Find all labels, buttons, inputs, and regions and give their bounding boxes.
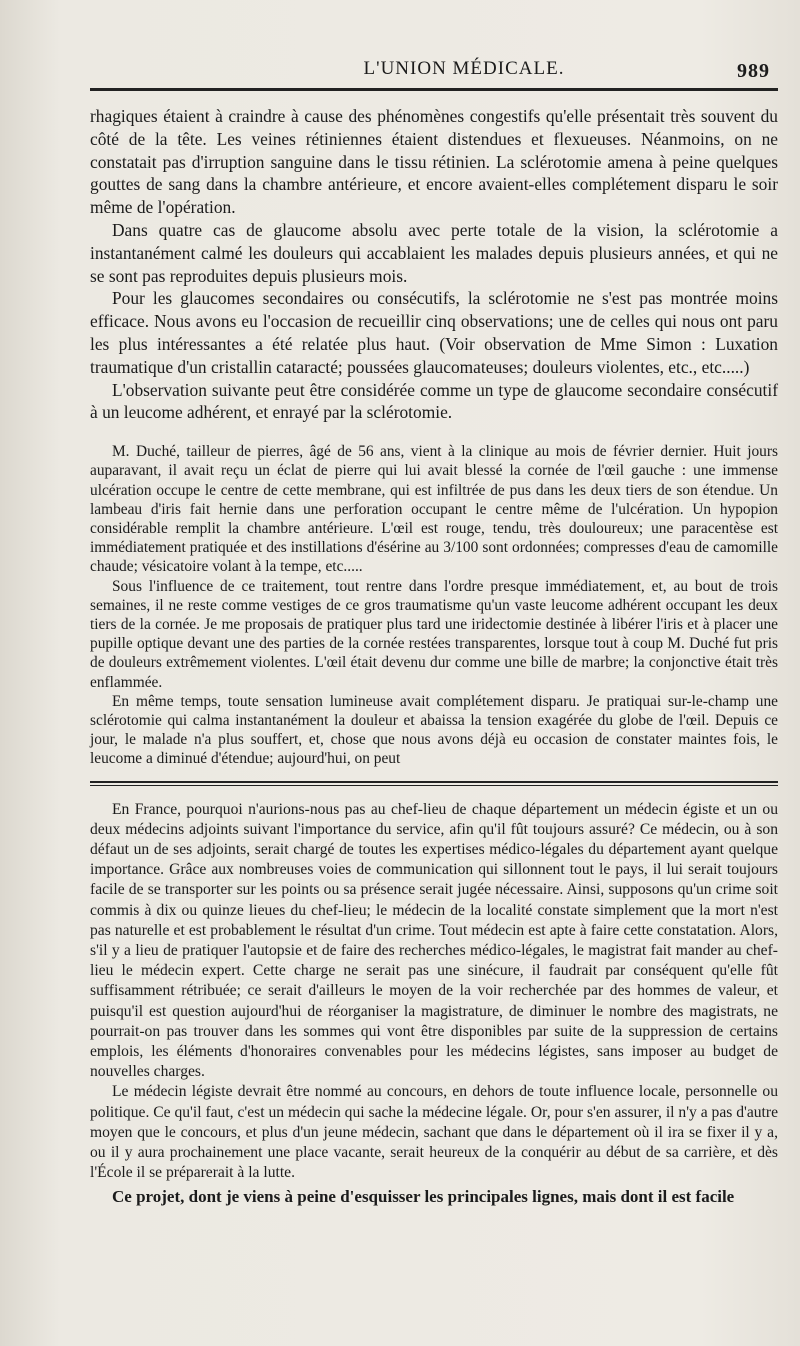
running-header	[90, 58, 778, 88]
paragraph: L'observation suivante peut être considérée comme un type de glaucome secondaire consécutif à un leucome adhérent, et enrayé par la sclérotomie.	[90, 379, 778, 423]
journal-title: L'UNION MÉDICALE.	[363, 58, 565, 79]
paragraph: rhagiques étaient à craindre à cause des phénomènes congestifs qu'elle présentait très souvent du côté de la tête. Les veines rétiniennes étaient distendues et flexueuses. Néanmoins, on ne constatait pas d'irruption sanguine dans le tissu rétinien. La sclérotomie amena à peine quelques gouttes de sang dans la chambre antérieure, et encore avaient-elles complétement disparu le soir même de l'opération.	[90, 106, 778, 218]
paragraph: Pour les glaucomes secondaires ou consécutifs, la sclérotomie ne s'est pas montrée moins efficace. Nous avons eu l'occasion de recueillir cinq observations; une de celles qui nous ont paru les plus intéressantes a été relatée plus haut. (Voir observation de Mme Simon : Luxation traumatique d'un cristallin cataracté; poussées glaucomateuses; douleurs violentes, etc., etc.....)	[90, 288, 778, 377]
main-text	[90, 105, 778, 424]
footer-paragraph: Ce projet, dont je viens à peine d'esquisser les principales lignes, mais dont il est facile	[112, 1187, 735, 1207]
footer-paragraph: En France, pourquoi n'aurions-nous pas au chef-lieu de chaque département un médecin égiste et un ou deux médecins adjoints suivant l'importance du service, afin qu'il fût toujours assuré? Ce médecin, ou à son défaut un de ses adjoints, serait chargé de toutes les expertises médico-légales du département ayant quelque importance. Grâce aux nombreuses voies de communication qui sillonnent tout le pays, il lui serait toujours facile de se transporter sur les points ou sa présence serait jugée nécessaire. Ainsi, supposons qu'un crime soit commis à dix ou quinze lieues du chef-lieu; le médecin de la localité constate simplement que la mort n'est pas naturelle et est probablement le résultat d'un crime. Tout médecin est apte à faire cette constatation. Alors, s'il y a lieu de pratiquer l'autopsie et de faire des recherches médico-légales, le magistrat fait mander au chef-lieu le médecin expert. Cette charge ne serait pas une sinécure, il faudrait par conséquent qu'elle fût suffisamment rétribuée; ce serait d'ailleurs le moyen de la voir recherchée par des hommes de valeur, et puisqu'il est question aujourd'hui de réorganiser la magistrature, de diminuer le nombre des magistrats, ne pourrait-on pas trouver dans les sommes qui vont être disponibles par suite de la suppression de certains emplois, les éléments d'honoraires convenables pour les médecins légistes, sans imposer au budget de nouvelles charges.	[90, 800, 778, 1081]
footer-paragraph: Le médecin légiste devrait être nommé au concours, en dehors de toute influence locale, personnelle ou politique. Ce qu'il faut, c'est un médecin qui sache la médecine légale. Or, pour s'en assurer, il n'y a pas d'autre moyen que le concours, et plus d'un jeune médecin, sachant que dans le département où il ira se fixer il y a, ou il y aura prochainement une place vacante, serait heureux de la conquérir au début de sa carrière, et dès l'École il se préparerait à la lutte.	[90, 1083, 778, 1182]
observation-paragraph: Sous l'influence de ce traitement, tout rentre dans l'ordre presque immédiatement, et, au bout de trois semaines, il ne reste comme vestiges de ce gros traumatisme qu'un vaste leucome adhérent occupant les deux tiers de la cornée. Je me proposais de pratiquer plus tard une iridectomie destinée à libérer l'iris et à placer une pupille optique devant une des parties de la cornée restées transparentes, lorsque tout à coup M. Duché fut pris de douleurs extrêmement violentes. L'œil était devenu dur comme une bille de marbre; la conjonctive était très enflammée.	[90, 577, 778, 691]
observation-paragraph: En même temps, toute sensation lumineuse avait complétement disparu. Je pratiquai sur-le-champ une sclérotomie qui calma instantanément la douleur et abaissa la tension exagérée du globe de l'œil. Depuis ce jour, le malade n'a plus souffert, et, chose que nous avons déjà eu occasion de constater maintes fois, le leucome a diminué d'étendue; aujourd'hui, on peut	[90, 692, 778, 768]
page-number: 989	[737, 60, 770, 82]
case-observation	[90, 442, 778, 768]
section-separator	[90, 781, 778, 786]
feuilleton-text	[90, 800, 778, 1208]
paragraph: Dans quatre cas de glaucome absolu avec perte totale de la vision, la sclérotomie a instantanément calmé les douleurs qui accablaient les malades depuis plusieurs années, et qui ne se sont pas reproduites depuis plusieurs mois.	[90, 219, 778, 286]
header-rule	[90, 88, 778, 91]
observation-paragraph: M. Duché, tailleur de pierres, âgé de 56 ans, vient à la clinique au mois de février dernier. Huit jours auparavant, il avait reçu un éclat de pierre qui lui avait blessé la cornée de l'œil gauche : une immense ulcération occupe le centre de cette membrane, qui est infiltrée de pus dans les deux tiers de son étendue. Un lambeau d'iris fait hernie dans une perforation occupant le centre même de l'ulcération. Un hypopion considérable remplit la chambre antérieure. L'œil est rouge, tendu, très douloureux; une paracentèse est immédiatement pratiquée et des instillations d'ésérine au 3/100 sont ordonnées; compresses d'eau de camomille chaude; vésicatoire volant à la tempe, etc.....	[90, 443, 778, 576]
